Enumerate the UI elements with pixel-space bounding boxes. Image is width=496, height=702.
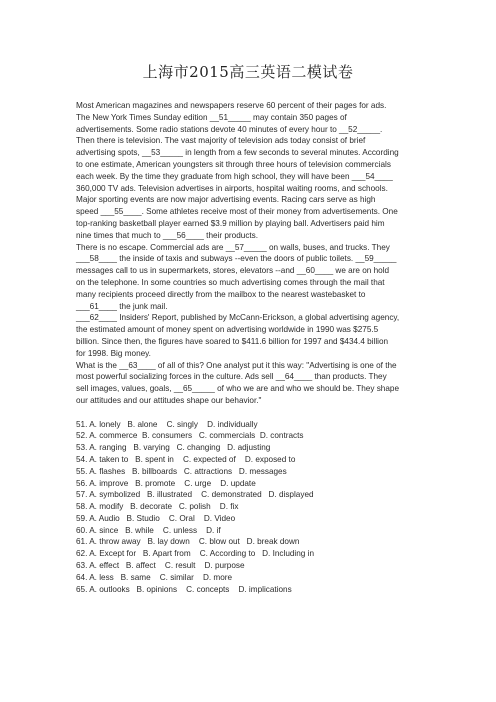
passage-line: to one estimate, American youngsters sit through three hours of television commercials xyxy=(76,159,391,169)
passage-line: Most American magazines and newspapers reserve 60 percent of their pages for ads. xyxy=(76,101,387,110)
passage-line: advertisements. Some radio stations devote 40 minutes of every hour to __52_____. xyxy=(76,124,383,134)
passage-line: Then there is television. The vast majority of television ads today consist of brief xyxy=(76,136,366,146)
option-line: 58. A. modify B. decorate C. polish D. fix xyxy=(76,502,239,512)
passage-line: each week. By the time they graduate from high school, they will have been ___54____ xyxy=(76,171,393,181)
passage-line: ___62____ Insiders' Report, published by McCann-Erickson, a global advertising agency, xyxy=(76,313,400,323)
passage-line: 360,000 TV ads. Television advertises in airports, hospital waiting rooms, and schools. xyxy=(76,183,388,193)
section-spacer xyxy=(76,407,416,419)
option-line: 63. A. effect B. affect C. result D. purpose xyxy=(76,561,245,571)
passage-line: sell images, values, goals, __65_____ of who we are and who we should be. They shape xyxy=(76,384,400,394)
option-line: 54. A. taken to B. spent in C. expected of D. exposed to xyxy=(76,454,296,464)
passage-line: billion. Since then, the figures have soared to $411.6 billion for 1997 and $434.4 billion xyxy=(76,336,389,346)
passage-line: The New York Times Sunday edition __51_____ may contain 350 pages of xyxy=(76,112,347,122)
passage-line: most powerful socializing forces in the culture. Ads sell __64____ than products. They xyxy=(76,372,387,382)
option-line: 60. A. since B. while C. unless D. if xyxy=(76,525,221,535)
passage-line: many recipients proceed directly from the mailbox to the nearest wastebasket to xyxy=(76,289,366,299)
passage-line: Major sporting events are now major advertising events. Racing cars serve as high xyxy=(76,195,376,205)
passage-line: advertising spots, __53_____ in length from a few seconds to several minutes. According xyxy=(76,148,399,158)
passage-line: top-ranking basketball player earned $3.9 million by playing ball. Advertisers paid him xyxy=(76,218,385,228)
passage-line: for 1998. Big money. xyxy=(76,348,151,358)
options-list xyxy=(76,419,416,596)
passage-line: What is the __63____ of all of this? One analyst put it this way: "Advertising is one of the xyxy=(76,360,397,370)
option-line: 65. A. outlooks B. opinions C. concepts D. implications xyxy=(76,584,292,594)
option-line: 56. A. improve B. promote C. urge D. update xyxy=(76,478,256,488)
option-line: 53. A. ranging B. varying C. changing D. adjusting xyxy=(76,443,271,453)
passage-line: nine times that much to ___56____ their products. xyxy=(76,230,259,240)
passage-line: the estimated amount of money spent on advertising worldwide in 1990 was $275.5 xyxy=(76,325,379,335)
option-line: 57. A. symbolized B. illustrated C. demonstrated D. displayed xyxy=(76,490,314,500)
option-line: 62. A. Except for B. Apart from C. According to D. Including in xyxy=(76,549,315,559)
option-line: 59. A. Audio B. Studio C. Oral D. Video xyxy=(76,513,236,523)
document-title: 上海市2015高三英语二模试卷 xyxy=(142,63,354,81)
option-line: 61. A. throw away B. lay down C. blow out D. break down xyxy=(76,537,300,547)
passage-line: messages call to us in supermarkets, stores, elevators --and __60____ we are on hold xyxy=(76,266,390,276)
passage-line: on the telephone. In some countries so much advertising comes through the mail that xyxy=(76,277,385,287)
passage-line: ___61____ the junk mail. xyxy=(76,301,168,311)
option-line: 55. A. flashes B. billboards C. attractions D. messages xyxy=(76,466,287,476)
passage xyxy=(76,100,416,407)
passage-line: speed ___55____. Some athletes receive most of their money from advertisements. One xyxy=(76,207,398,217)
document-body xyxy=(76,100,416,595)
option-line: 52. A. commerce B. consumers C. commercials D. contracts xyxy=(76,431,304,441)
passage-line: ___58____ the inside of taxis and subways --even the doors of public toilets. __59_____ xyxy=(76,254,397,264)
option-line: 51. A. lonely B. alone C. singly D. individually xyxy=(76,419,258,429)
passage-line: There is no escape. Commercial ads are __57_____ on walls, buses, and trucks. They xyxy=(76,242,390,252)
option-line: 64. A. less B. same C. similar D. more xyxy=(76,572,233,582)
passage-line: our attitudes and our attitudes shape our behavior." xyxy=(76,395,262,405)
